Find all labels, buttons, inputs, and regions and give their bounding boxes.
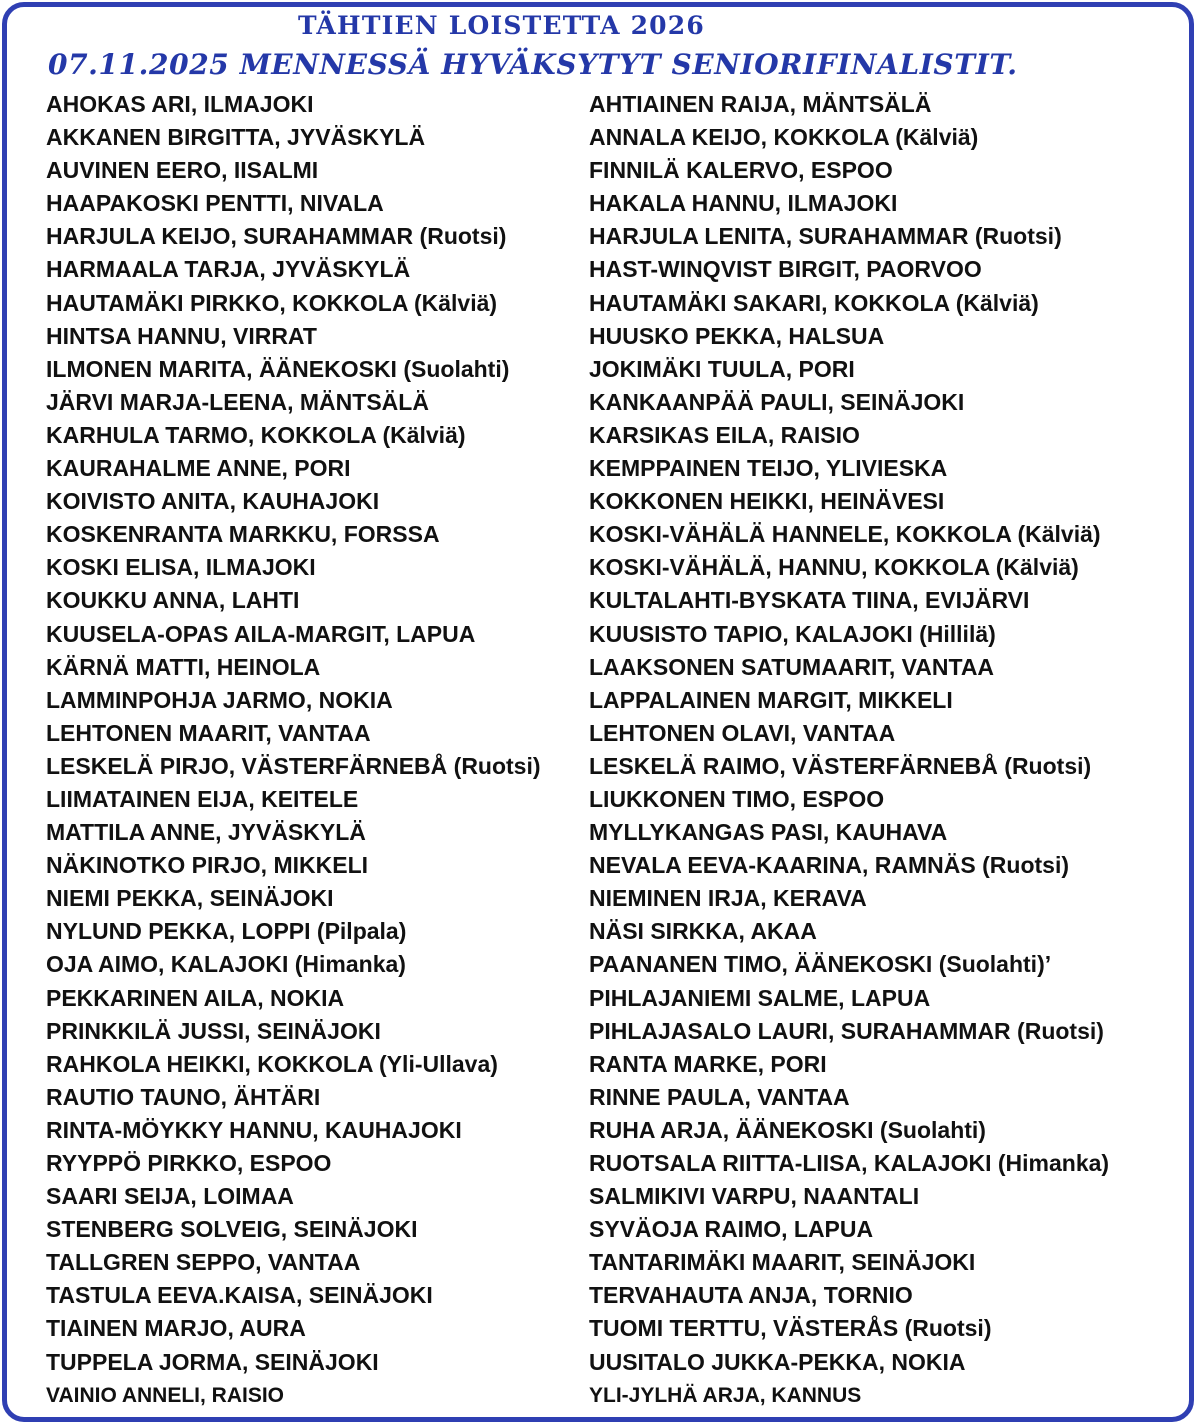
finalist-entry: KEMPPAINEN TEIJO, YLIVIESKA [589, 455, 948, 482]
finalist-entry: LIUKKONEN TIMO, ESPOO [589, 785, 885, 812]
finalist-entry: YLI-JYLHÄ ARJA, KANNUS [589, 1383, 862, 1407]
finalist-entry: RUHA ARJA, ÄÄNEKOSKI (Suolahti) [589, 1116, 986, 1143]
finalist-entry: MYLLYKANGAS PASI, KAUHAVA [589, 819, 948, 846]
finalist-entry: JOKIMÄKI TUULA, PORI [589, 355, 855, 382]
finalist-entry: KULTALAHTI-BYSKATA TIINA, EVIJÄRVI [589, 587, 1030, 614]
finalist-list-left [46, 88, 541, 1412]
finalist-entry: KOSKENRANTA MARKKU, FORSSA [46, 521, 440, 548]
finalist-entry: UUSITALO JUKKA-PEKKA, NOKIA [589, 1348, 966, 1375]
finalist-entry: NYLUND PEKKA, LOPPI (Pilpala) [46, 918, 407, 945]
finalist-entry: RUOTSALA RIITTA-LIISA, KALAJOKI (Himanka) [589, 1150, 1110, 1176]
finalist-entry: KOIVISTO ANITA, KAUHAJOKI [46, 488, 380, 515]
finalist-entry: NIEMI PEKKA, SEINÄJOKI [46, 885, 334, 912]
finalist-entry: HARMAALA TARJA, JYVÄSKYLÄ [46, 256, 411, 283]
finalist-entry: VAINIO ANNELI, RAISIO [46, 1383, 285, 1407]
finalist-entry: NIEMINEN IRJA, KERAVA [589, 885, 867, 912]
finalist-entry: RANTA MARKE, PORI [589, 1050, 827, 1077]
finalist-entry: NÄKINOTKO PIRJO, MIKKELI [46, 852, 369, 879]
finalist-entry: RYYPPÖ PIRKKO, ESPOO [46, 1150, 332, 1176]
finalist-entry: KÄRNÄ MATTI, HEINOLA [46, 653, 321, 680]
finalist-entry: RAHKOLA HEIKKI, KOKKOLA (Yli-Ullava) [46, 1050, 498, 1077]
finalist-entry: HUUSKO PEKKA, HALSUA [589, 322, 885, 349]
finalist-entry: TALLGREN SEPPO, VANTAA [46, 1249, 361, 1276]
finalist-entry: NÄSI SIRKKA, AKAA [589, 918, 817, 945]
finalist-entry: TASTULA EEVA.KAISA, SEINÄJOKI [46, 1282, 433, 1309]
finalist-entry: LIIMATAINEN EIJA, KEITELE [46, 785, 359, 812]
finalist-entry: TANTARIMÄKI MAARIT, SEINÄJOKI [589, 1249, 976, 1276]
finalist-entry: KOSKI-VÄHÄLÄ, HANNU, KOKKOLA (Kälviä) [589, 554, 1079, 581]
finalist-entry: PEKKARINEN AILA, NOKIA [46, 984, 345, 1011]
finalist-entry: LAAKSONEN SATUMAARIT, VANTAA [589, 653, 995, 680]
page-subtitle: 07.11.2025 MENNESSÄ HYVÄKSYTYT SENIORIFINALISTIT. [48, 48, 1018, 81]
finalist-entry: SYVÄOJA RAIMO, LAPUA [589, 1216, 874, 1243]
finalist-entry: PIHLAJANIEMI SALME, LAPUA [589, 984, 931, 1011]
finalist-entry: SAARI SEIJA, LOIMAA [46, 1183, 294, 1210]
finalist-entry: TUPPELA JORMA, SEINÄJOKI [46, 1348, 379, 1375]
finalist-entry: ILMONEN MARITA, ÄÄNEKOSKI (Suolahti) [46, 355, 510, 382]
finalist-entry: KOSKI-VÄHÄLÄ HANNELE, KOKKOLA (Kälviä) [589, 521, 1101, 548]
finalist-entry: KAURAHALME ANNE, PORI [46, 455, 351, 482]
finalist-entry: RINTA-MÖYKKY HANNU, KAUHAJOKI [46, 1116, 462, 1143]
finalist-entry: AHTIAINEN RAIJA, MÄNTSÄLÄ [589, 91, 932, 117]
finalist-entry: NEVALA EEVA-KAARINA, RAMNÄS (Ruotsi) [589, 852, 1070, 879]
finalist-entry: KUUSELA-OPAS AILA-MARGIT, LAPUA [46, 620, 476, 647]
finalist-entry: KUUSISTO TAPIO, KALAJOKI (Hillilä) [589, 620, 996, 647]
finalist-entry: MATTILA ANNE, JYVÄSKYLÄ [46, 819, 366, 846]
finalist-list-right [589, 88, 1109, 1412]
finalist-entry: LESKELÄ PIRJO, VÄSTERFÄRNEBÅ (Ruotsi) [46, 752, 541, 779]
finalist-entry: HAKALA HANNU, ILMAJOKI [589, 190, 898, 217]
page-title: TÄHTIEN LOISTETTA 2026 [298, 11, 705, 40]
finalist-entry: TUOMI TERTTU, VÄSTERÅS (Ruotsi) [589, 1315, 992, 1342]
finalist-entry: HAAPAKOSKI PENTTI, NIVALA [46, 190, 384, 217]
finalist-entry: OJA AIMO, KALAJOKI (Himanka) [46, 951, 406, 978]
finalist-entry: RAUTIO TAUNO, ÄHTÄRI [46, 1083, 321, 1110]
finalist-entry: RINNE PAULA, VANTAA [589, 1083, 850, 1110]
finalist-entry: FINNILÄ KALERVO, ESPOO [589, 157, 893, 184]
finalist-entry: LAMMINPOHJA JARMO, NOKIA [46, 686, 393, 713]
finalist-entry: PIHLAJASALO LAURI, SURAHAMMAR (Ruotsi) [589, 1017, 1104, 1044]
finalist-entry: LEHTONEN MAARIT, VANTAA [46, 719, 371, 746]
finalist-entry: KOKKONEN HEIKKI, HEINÄVESI [589, 488, 945, 515]
finalist-entry: AKKANEN BIRGITTA, JYVÄSKYLÄ [46, 124, 426, 151]
finalist-entry: KARHULA TARMO, KOKKOLA (Kälviä) [46, 421, 466, 448]
finalist-entry: HARJULA LENITA, SURAHAMMAR (Ruotsi) [589, 223, 1062, 250]
finalist-entry: HINTSA HANNU, VIRRAT [46, 322, 317, 349]
finalist-entry: TIAINEN MARJO, AURA [46, 1315, 306, 1342]
finalist-entry: HAUTAMÄKI SAKARI, KOKKOLA (Kälviä) [589, 289, 1039, 316]
finalist-entry: KANKAANPÄÄ PAULI, SEINÄJOKI [589, 388, 965, 415]
finalist-entry: LEHTONEN OLAVI, VANTAA [589, 719, 896, 746]
finalist-entry: PRINKKILÄ JUSSI, SEINÄJOKI [46, 1017, 381, 1044]
finalist-entry: HAUTAMÄKI PIRKKO, KOKKOLA (Kälviä) [46, 289, 498, 316]
finalist-entry: KOUKKU ANNA, LAHTI [46, 587, 300, 614]
finalist-entry: KOSKI ELISA, ILMAJOKI [46, 554, 316, 581]
finalist-entry: LAPPALAINEN MARGIT, MIKKELI [589, 686, 953, 713]
finalist-entry: SALMIKIVI VARPU, NAANTALI [589, 1183, 920, 1210]
finalist-entry: AUVINEN EERO, IISALMI [46, 157, 319, 184]
finalist-entry: STENBERG SOLVEIG, SEINÄJOKI [46, 1216, 418, 1243]
finalist-entry: TERVAHAUTA ANJA, TORNIO [589, 1282, 913, 1309]
finalist-entry: JÄRVI MARJA-LEENA, MÄNTSÄLÄ [46, 388, 429, 415]
finalist-entry: HAST-WINQVIST BIRGIT, PAORVOO [589, 256, 982, 283]
finalist-entry: LESKELÄ RAIMO, VÄSTERFÄRNEBÅ (Ruotsi) [589, 752, 1092, 779]
finalist-entry: PAANANEN TIMO, ÄÄNEKOSKI (Suolahti)’ [589, 951, 1052, 978]
finalist-entry: AHOKAS ARI, ILMAJOKI [46, 91, 314, 117]
finalist-entry: HARJULA KEIJO, SURAHAMMAR (Ruotsi) [46, 223, 507, 250]
finalist-entry: KARSIKAS EILA, RAISIO [589, 421, 860, 448]
finalist-entry: ANNALA KEIJO, KOKKOLA (Kälviä) [589, 124, 979, 151]
